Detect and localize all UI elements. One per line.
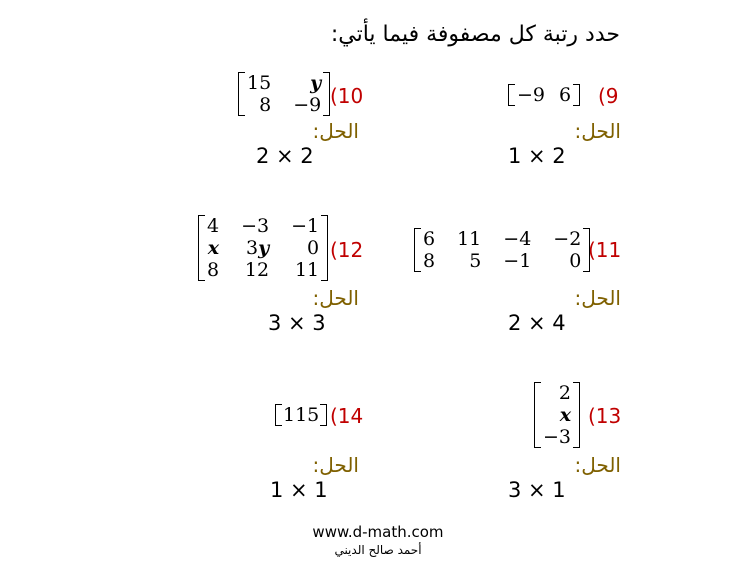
solution-label-9: الحل: [574, 119, 621, 143]
matrix-cell: −9 [293, 94, 322, 116]
solution-label-13: الحل: [574, 453, 621, 477]
matrix-cell: 12 [244, 259, 270, 281]
answer-11: 2 × 4 [508, 311, 566, 335]
solution-label-12: الحل: [312, 286, 359, 310]
matrix-cell: 0 [307, 237, 320, 259]
matrix-cell: 15 [247, 72, 272, 94]
footer-author: أحمد صالح الديني [334, 543, 422, 557]
matrix-cell: −2 [553, 228, 582, 250]
matrix-cell: x [207, 237, 220, 259]
matrix-cell: −9 [517, 84, 546, 106]
problem-11-number: (11 [588, 238, 622, 262]
matrix-cell: 115 [283, 404, 320, 426]
problem-11-matrix [414, 228, 590, 277]
matrix-cell: 8 [423, 250, 436, 272]
problem-13-matrix [534, 382, 580, 453]
matrix-cell: 4 [207, 215, 220, 237]
answer-12: 3 × 3 [268, 311, 326, 335]
solution-label-11: الحل: [574, 286, 621, 310]
solution-label-10: الحل: [312, 119, 359, 143]
problem-13-number: (13 [588, 404, 622, 428]
answer-10: 2 × 2 [256, 144, 314, 168]
matrix-cell: 11 [294, 259, 320, 281]
matrix-cell: −3 [241, 215, 270, 237]
problem-10-number: (10 [330, 84, 364, 108]
problem-12-number: (12 [330, 238, 364, 262]
page-title: حدد رتبة كل مصفوفة فيما يأتي: [330, 22, 620, 47]
matrix-cell: 5 [469, 250, 482, 272]
problem-12-matrix [198, 215, 328, 286]
solution-label-14: الحل: [312, 453, 359, 477]
matrix-cell: 11 [457, 228, 482, 250]
matrix-cell: −3 [543, 426, 572, 448]
matrix-cell: −1 [291, 215, 320, 237]
matrix-cell: 8 [259, 94, 272, 116]
problem-14-matrix [275, 404, 327, 431]
matrix-cell: 6 [423, 228, 436, 250]
footer-site: www.d-math.com [312, 523, 444, 541]
answer-13: 3 × 1 [508, 478, 566, 502]
matrix-cell: 8 [207, 259, 220, 281]
problem-9-number: (9 [598, 84, 619, 108]
matrix-cell: −1 [503, 250, 532, 272]
matrix-cell: −4 [503, 228, 532, 250]
answer-9: 1 × 2 [508, 144, 566, 168]
problem-14-number: (14 [330, 404, 364, 428]
matrix-cell: 6 [559, 84, 572, 106]
matrix-cell: x [559, 404, 572, 426]
problem-10-matrix [238, 72, 330, 121]
matrix-cell: y [310, 72, 322, 94]
problem-9-matrix [508, 84, 580, 111]
matrix-cell: 0 [569, 250, 582, 272]
matrix-cell: 3y [245, 237, 270, 259]
answer-14: 1 × 1 [270, 478, 328, 502]
matrix-cell: 2 [558, 382, 572, 404]
